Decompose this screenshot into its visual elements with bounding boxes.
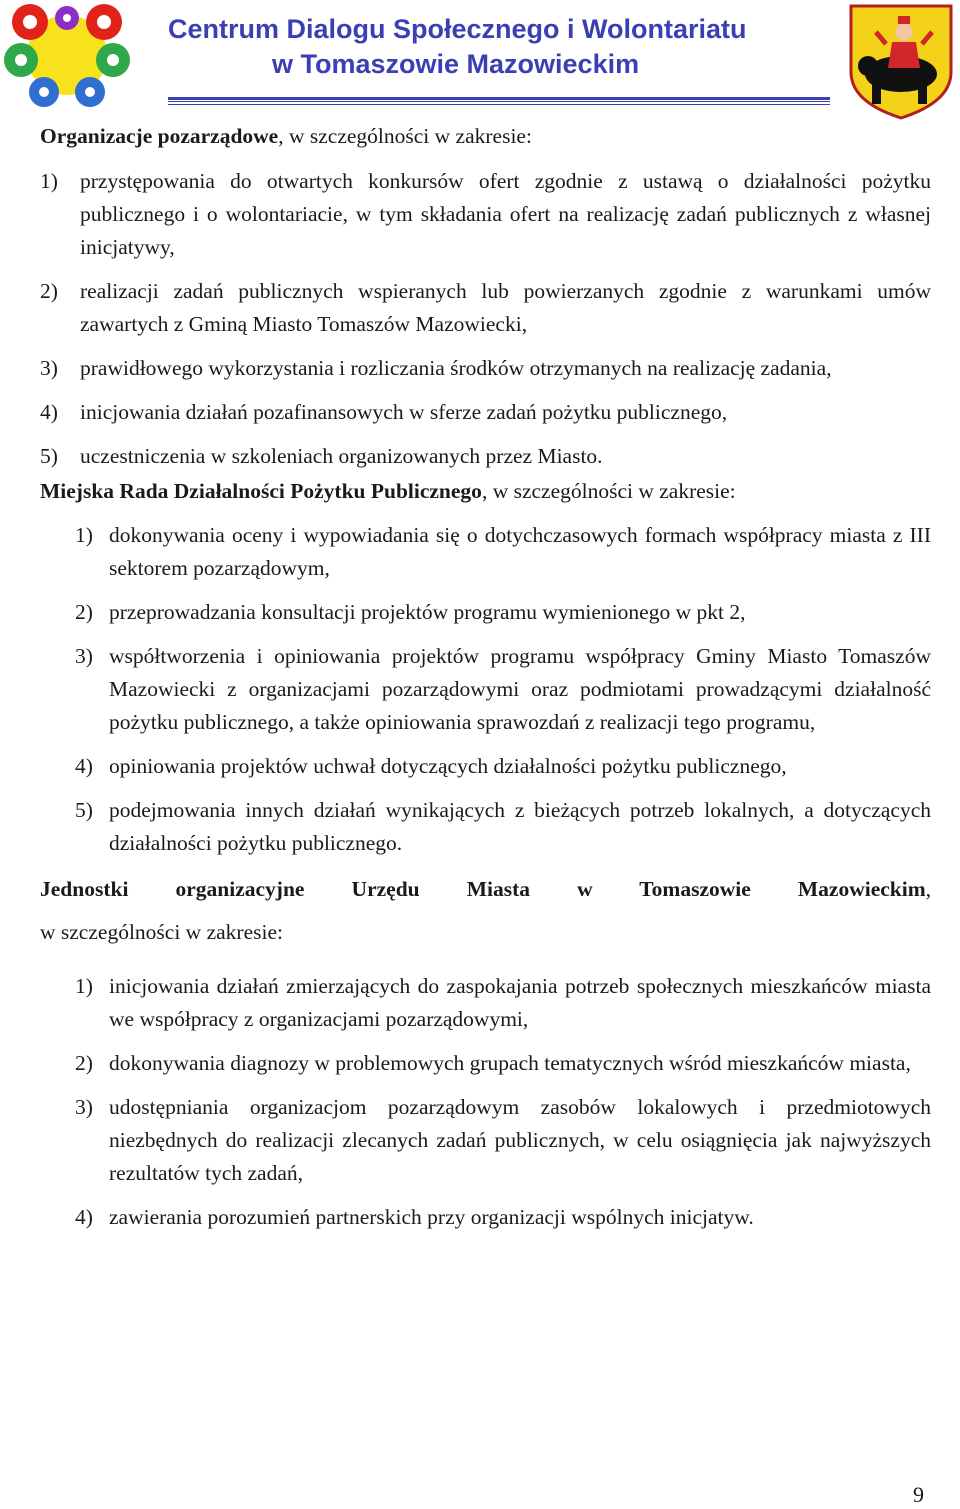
list-item-number: 1) — [75, 523, 93, 547]
page-number: 9 — [913, 1482, 924, 1507]
section-heading-bold: Jednostki organizacyjne Urzędu Miasta w Tomaszowie Mazowieckim — [40, 877, 926, 901]
list-item — [40, 1091, 931, 1190]
coat-of-arms-icon — [846, 2, 956, 120]
list-item-number: 4) — [75, 754, 93, 778]
header-title — [168, 12, 828, 82]
list-item — [40, 396, 931, 429]
list-item-number: 3) — [75, 644, 93, 668]
list-item-text: zawierania porozumień partnerskich przy organizacji wspólnych inicjatyw. — [109, 1205, 754, 1229]
list-item-number: 1) — [40, 169, 58, 193]
section-list — [40, 970, 931, 1234]
list-item-text: udostępniania organizacjom pozarządowym zasobów lokalowych i przedmiotowych niezbędnych do realizacji zlecanych zadań publicznych, w celu osiągnięcia jak najwyższych rezultatów tych zadań, — [109, 1095, 931, 1185]
list-item-number: 4) — [40, 400, 58, 424]
list-item-text: dokonywania oceny i wypowiadania się o dotychczasowych formach współpracy miasta z III sektorem pozarządowym, — [109, 523, 931, 580]
section-list — [40, 519, 931, 860]
section-organizacje — [40, 120, 931, 473]
header-rule — [168, 97, 830, 100]
list-item — [40, 970, 931, 1036]
list-item-text: uczestniczenia w szkoleniach organizowanych przez Miasto. — [80, 444, 603, 468]
list-item-text: współtworzenia i opiniowania projektów programu współpracy Gminy Miasto Tomaszów Mazowiecki z organizacjami pozarządowymi oraz podmiotami prowadzącymi działalność pożytku publicznego, a także opiniowania sprawozdań z realizacji tego programu, — [109, 644, 931, 734]
page-header — [0, 0, 960, 115]
list-item-text: prawidłowego wykorzystania i rozliczania środków otrzymanych na realizację zadania, — [80, 356, 832, 380]
list-item-number: 3) — [75, 1095, 93, 1119]
header-rule — [168, 104, 830, 105]
list-item-text: przystępowania do otwartych konkursów ofert zgodnie z ustawą o działalności pożytku publicznego i o wolontariacie, w tym składania ofert na realizację zadań publicznych z własnej inicjatywy, — [80, 169, 931, 259]
section-heading-bold: Organizacje pozarządowe — [40, 124, 279, 148]
list-item-text: inicjowania działań pozafinansowych w sferze zadań pożytku publicznego, — [80, 400, 728, 424]
section-heading-rest: , — [925, 877, 931, 901]
section-heading-rest: , w szczególności w zakresie: — [481, 479, 736, 503]
list-item-number: 4) — [75, 1205, 93, 1229]
list-item — [40, 440, 931, 473]
list-item — [40, 640, 931, 739]
section-heading-bold: Miejska Rada Działalności Pożytku Publicznego — [40, 479, 482, 503]
document-body — [40, 120, 931, 1245]
list-item — [40, 596, 931, 629]
list-item-text: przeprowadzania konsultacji projektów programu wymienionego w pkt 2, — [109, 600, 746, 624]
list-item-text: inicjowania działań zmierzających do zaspokajania potrzeb społecznych mieszkańców miasta we współpracy z organizacjami pozarządowymi, — [109, 974, 931, 1031]
list-item-number: 2) — [75, 1051, 93, 1075]
section-heading — [40, 873, 931, 906]
list-item-number: 2) — [75, 600, 93, 624]
section-list — [40, 165, 931, 473]
section-heading — [40, 120, 931, 153]
section-jednostki — [40, 873, 931, 1234]
header-rule — [168, 101, 830, 102]
section-heading — [40, 475, 931, 508]
list-item — [40, 1047, 931, 1080]
list-item-number: 5) — [40, 444, 58, 468]
header-title-line1: Centrum Dialogu Społecznego i Wolontariatu — [168, 14, 747, 44]
header-title-line2: w Tomaszowie Mazowieckim — [272, 49, 640, 79]
list-item-text: podejmowania innych działań wynikających z bieżących potrzeb lokalnych, a dotyczących działalności pożytku publicznego. — [109, 798, 931, 855]
section-heading-rest: , w szczególności w zakresie: — [278, 124, 532, 148]
list-item — [40, 750, 931, 783]
list-item — [40, 519, 931, 585]
list-item — [40, 1201, 931, 1234]
list-item-text: realizacji zadań publicznych wspieranych lub powierzanych zgodnie z warunkami umów zawartych z Gminą Miasto Tomaszów Mazowiecki, — [80, 279, 931, 336]
list-item — [40, 352, 931, 385]
list-item-number: 1) — [75, 974, 93, 998]
section-heading-line2: w szczególności w zakresie: — [40, 920, 283, 944]
list-item-text: opiniowania projektów uchwał dotyczących działalności pożytku publicznego, — [109, 754, 787, 778]
list-item — [40, 275, 931, 341]
list-item-number: 2) — [40, 279, 58, 303]
list-item-text: dokonywania diagnozy w problemowych grupach tematycznych wśród mieszkańców miasta, — [109, 1051, 911, 1075]
list-item-number: 5) — [75, 798, 93, 822]
flower-logo-icon — [4, 2, 130, 108]
section-rada — [40, 475, 931, 860]
list-item — [40, 165, 931, 264]
list-item-number: 3) — [40, 356, 58, 380]
list-item — [40, 794, 931, 860]
